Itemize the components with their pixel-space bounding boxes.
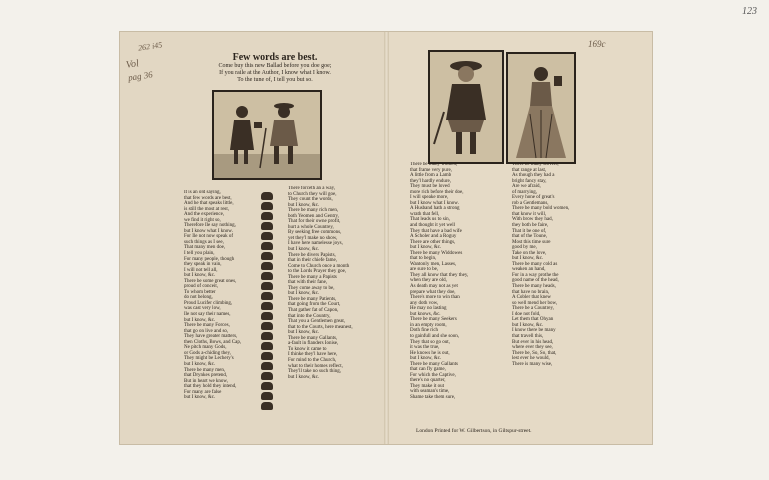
page-number: 123	[742, 6, 757, 17]
verse-line: but knows, &c.	[410, 311, 441, 317]
verse-line: Ne pitch many Gods,	[184, 345, 227, 351]
verse-line: so well mend her bow,	[512, 300, 558, 306]
verse-line: but I know what I know.	[410, 200, 459, 206]
verse-line: But ever in his head,	[512, 339, 554, 345]
verse-line: but I know, &c.	[288, 330, 320, 336]
verse-line: but I know, &c.	[288, 202, 320, 208]
verse-line: are sure to be,	[410, 267, 439, 273]
verse-line: There is many wise,	[512, 361, 553, 367]
verse-line: but I know, &c.	[410, 356, 442, 362]
verse-line: that going from the Court,	[288, 302, 341, 308]
verse-line: Come to Church once a month	[288, 263, 350, 269]
verse-line: to gainfull and she soon,	[410, 333, 460, 339]
verse-line: but I know, &c.	[184, 317, 216, 323]
verse-line: Let them that Ohyan	[512, 317, 554, 323]
verse-line: That gather fat of Capon,	[288, 308, 339, 314]
verse-line: good by me,	[512, 245, 537, 251]
verse-column-3	[410, 162, 498, 424]
verse-line: A little from a Lamb	[410, 173, 452, 179]
verse-line: that can fly game,	[410, 367, 446, 373]
verse-line: There be many Gallants	[410, 361, 458, 367]
verse-line: Are we afraid,	[512, 184, 541, 190]
verse-line: By seeking free commons,	[288, 230, 342, 236]
verse-line: There be many men,	[184, 367, 226, 373]
verse-line: I thinke they'l have here,	[288, 352, 338, 358]
verse-line: Shame take them sure,	[410, 394, 456, 400]
verse-line: They come away to be,	[288, 285, 335, 291]
verse-line: that with their fane,	[288, 280, 328, 286]
verse-line: but I know, &c.	[184, 361, 216, 367]
ballad-subtitle-2: If you raile at the Author, I know what I know.	[219, 70, 331, 76]
verse-line: rob a Gentlemans,	[512, 200, 549, 206]
pencil-note-2: Vol	[125, 58, 140, 71]
verse-line: There be many Rovers,	[512, 162, 559, 167]
verse-line: it was the true,	[410, 345, 440, 351]
verse-line: do not belong,	[184, 295, 213, 301]
verse-line: Take on the love,	[512, 250, 547, 256]
verse-line: but I know, &c.	[410, 245, 442, 251]
verse-line: Most this time sure	[512, 239, 551, 245]
verse-line: weaken an hand,	[512, 267, 546, 273]
verse-line: There be many Patients,	[288, 296, 337, 302]
center-fold	[384, 32, 389, 444]
verse-line: To whom better	[184, 289, 216, 295]
verse-line: That you a Gentlemen great,	[288, 319, 346, 325]
verse-line: of marrying,	[512, 189, 537, 195]
verse-line: Every hone of great's	[512, 195, 555, 201]
verse-line: They that have a bad wife	[410, 228, 462, 234]
woodcut-cavalier	[428, 50, 504, 164]
pencil-note-1: 262 i45	[137, 40, 163, 53]
verse-line: they'l hardly endure,	[410, 178, 452, 184]
verse-line: to the Lords Prayer they goe,	[288, 269, 347, 275]
verse-line: For Ile not now speak of	[184, 234, 234, 240]
verse-line: As death may not as yet	[410, 284, 458, 290]
verse-line: There be divers Papists,	[288, 252, 336, 258]
verse-line: they both be faire,	[512, 223, 549, 229]
verse-line: I will not tell all,	[184, 267, 218, 273]
verse-line: that they hold they intend,	[184, 384, 237, 390]
verse-line: when they are old,	[410, 278, 447, 284]
verse-line: but I know what I know.	[184, 228, 233, 234]
verse-line: I tell you plain,	[184, 251, 215, 257]
verse-line: Ile not say their names,	[184, 312, 231, 318]
verse-line: that have no brain,	[512, 289, 550, 295]
verse-line: they speak in vain,	[184, 262, 222, 268]
verse-line: There be many heads,	[512, 284, 556, 290]
verse-line: but I know, &c.	[512, 322, 544, 328]
verse-line: hurt a whole Countrey,	[288, 224, 334, 230]
imprint-line: London Printed for W. Gilbertson, in Giltspur-street.	[416, 428, 532, 434]
verse-line: but I know, &c.	[184, 395, 216, 401]
verse-line: bright fancy stay,	[512, 178, 547, 184]
verse-line: There be many Gallants,	[288, 335, 338, 341]
verse-line: But in heart we know,	[184, 378, 228, 384]
verse-line: I know there be many	[512, 328, 556, 334]
verse-line: was cast very low,	[184, 306, 221, 312]
verse-line: yet they'l make no show,	[288, 235, 338, 241]
verse-line: and thought it yet well	[410, 223, 455, 229]
verse-line: They'll take no such thing,	[288, 369, 341, 375]
verse-line: that frame very pure,	[410, 167, 452, 173]
verse-line: wrath that fell,	[410, 211, 440, 217]
verse-line: That many men doe,	[184, 245, 226, 251]
verse-line: lest ever he would,	[512, 356, 550, 362]
verse-line: There are other things,	[410, 239, 456, 245]
verse-line: They count the words,	[288, 197, 333, 203]
verse-line: A Husband hath a strong	[410, 206, 460, 212]
verse-line: that range at last,	[512, 167, 547, 173]
verse-line: that in their chiefe fame,	[288, 258, 338, 264]
verse-line: where ever they see,	[512, 345, 553, 351]
verse-line: is still the most at rest,	[184, 206, 229, 212]
verse-line: Proud Lucifer climbing,	[184, 300, 233, 306]
verse-line: There be many Seekers	[410, 317, 457, 323]
right-note: 169c	[588, 39, 606, 49]
verse-column-2	[288, 186, 372, 426]
verse-line: I will speake more,	[410, 195, 449, 201]
verse-line: They make it out	[410, 383, 445, 389]
verse-line: that travell this,	[512, 333, 544, 339]
verse-line: There be many Forces,	[184, 323, 230, 329]
broadside-sheet	[120, 32, 652, 444]
verse-line: any doth vow,	[410, 300, 439, 306]
verse-line: I have here namelesse joys,	[288, 241, 343, 247]
verse-line: They have greater matters,	[184, 334, 238, 340]
verse-line: prepare what they doe,	[410, 289, 456, 295]
verse-line: that of the Toune,	[512, 234, 548, 240]
verse-line: For in a way prothe the	[512, 272, 559, 278]
verse-line: then Cloths, Bows, and Cap,	[184, 339, 242, 345]
verse-line: That leads us to sin,	[410, 217, 450, 223]
verse-line: but I know, &c.	[184, 273, 216, 279]
verse-line: And he that speaks little,	[184, 201, 234, 207]
woodcut-two-men	[212, 90, 322, 180]
verse-line: that to the Courts, here meanest,	[288, 324, 353, 330]
verse-line: both Yeomen and Gentry,	[288, 213, 339, 219]
verse-line: They might be Lechery's	[184, 356, 234, 362]
verse-line: That it be one of,	[512, 228, 547, 234]
verse-line: but I know, &c.	[512, 256, 544, 262]
verse-line: Doth fine rich	[410, 328, 439, 334]
verse-line: but I know, &c.	[288, 291, 320, 297]
verse-line: And the experience,	[184, 212, 225, 218]
verse-column-1	[184, 190, 258, 426]
verse-line: I doe not fold,	[512, 311, 541, 317]
verse-line: That for their owne profit,	[288, 219, 341, 225]
woodcut-lady	[506, 52, 576, 164]
ballad-subtitle-1: Come buy this new Ballad before you doe goe;	[218, 63, 332, 69]
verse-line: There be many bold women,	[512, 206, 570, 212]
verse-line: that few words are best,	[184, 195, 232, 201]
verse-line: Wantonly men, Lasses,	[410, 261, 457, 267]
verse-line: more rich before their doe,	[410, 189, 464, 195]
verse-line: that know it will,	[512, 211, 547, 217]
verse-line: good name of the head,	[512, 278, 559, 284]
verse-line: but I know, &c.	[288, 374, 320, 380]
verse-line: that go on live and so,	[184, 328, 229, 334]
verse-line: For many people, though	[184, 256, 235, 262]
verse-line: there's no quarter,	[410, 378, 446, 384]
verse-line: such things as I see,	[184, 239, 224, 245]
verse-line: For many are false	[184, 389, 222, 395]
ballad-tune: To the tune of, I tell you but so.	[237, 77, 313, 83]
verse-line: They that so go out,	[410, 339, 450, 345]
verse-line: There's more to win than	[410, 295, 460, 301]
verse-line: that to begin,	[410, 256, 437, 262]
verse-line: Therefore Ile say nothing,	[184, 223, 236, 229]
pencil-note-3: pag 36	[127, 69, 154, 83]
verse-line: They all know that they they,	[410, 272, 469, 278]
verse-line: with seaman's time,	[410, 389, 450, 395]
verse-line: in an empty room,	[410, 322, 447, 328]
verse-line: There be many cold as	[512, 261, 558, 267]
verse-line: A Scholer and a Roguy	[410, 234, 457, 240]
verse-line: There be, So, So, that,	[512, 350, 557, 356]
verse-line: As though they had a	[512, 173, 555, 179]
verse-line: that Drynkes pretend,	[184, 373, 228, 379]
verse-line: There be many women,	[410, 162, 458, 167]
verse-line: to Church they will goe,	[288, 191, 337, 197]
verse-line: proud of conceit,	[184, 284, 219, 290]
verse-line: It is an old saying,	[184, 190, 221, 195]
verse-line: To know it came to	[288, 346, 327, 352]
verse-line: They must be loved	[410, 184, 450, 190]
verse-line: He knows he is out,	[410, 350, 450, 356]
verse-line: a-fault in flanders Ionise,	[288, 341, 339, 347]
ballad-title-block	[180, 52, 370, 84]
ornament-column	[260, 192, 274, 412]
verse-line: There be some great ones,	[184, 278, 237, 284]
verse-line: There be many rich men,	[288, 208, 339, 214]
verse-line	[288, 380, 372, 386]
verse-line: A Cobler that knew	[512, 295, 552, 301]
verse-line: or Gods a-chiding they,	[184, 350, 231, 356]
verse-line: There be many a Papists	[288, 274, 337, 280]
verse-line: There forceth an a way,	[288, 186, 336, 191]
verse-line: For mind to the Church,	[288, 357, 337, 363]
verse-line: that into the Country,	[288, 313, 331, 319]
verse-line: With brow they had,	[512, 217, 553, 223]
verse-line: He may no lasting	[410, 306, 447, 312]
verse-line: There be many Widdowes	[410, 250, 463, 256]
verse-line: There be a Countrey,	[512, 306, 554, 312]
verse-column-4	[512, 162, 616, 424]
verse-line: what to their homes reflect,	[288, 363, 343, 369]
verse-line: For which the Captive,	[410, 372, 456, 378]
verse-line: we find it right so,	[184, 217, 221, 223]
ballad-title: Few words are best.	[232, 52, 318, 63]
verse-line: but I know, &c.	[288, 247, 320, 253]
